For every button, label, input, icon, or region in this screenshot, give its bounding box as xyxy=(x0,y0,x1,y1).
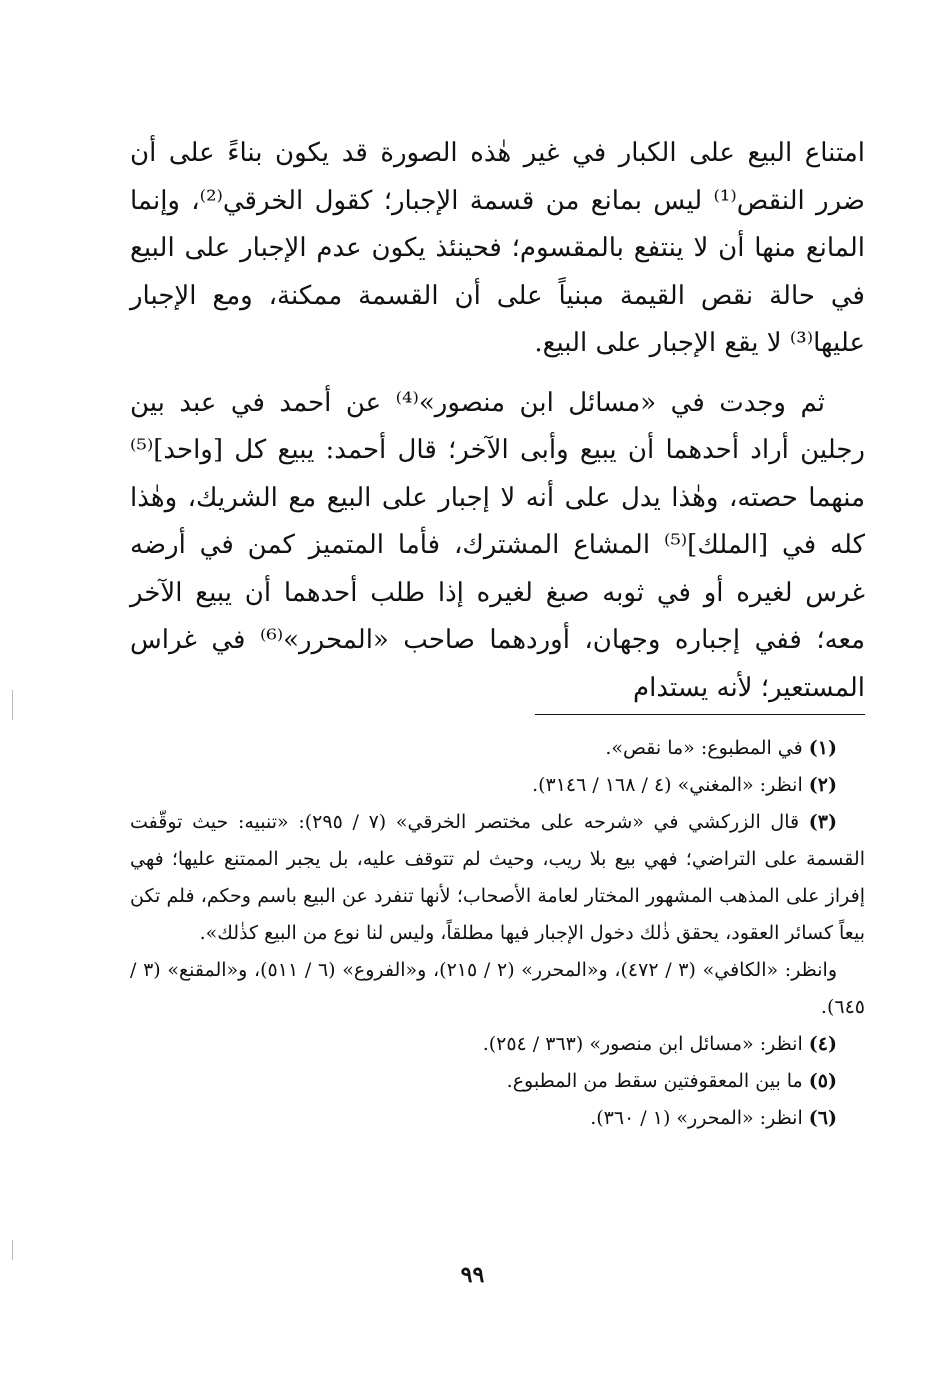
footnote-text: وانظر: «الكافي» (٣ / ٤٧٢)، و«المحرر» (٢ / ٢١٥)، و«الفروع» (٦ / ٥١١)، و«المقنع» (٣ / ٦٤٥). xyxy=(130,959,865,1018)
footnote-6 xyxy=(130,1100,865,1137)
footnote-divider xyxy=(535,714,865,715)
main-text-block xyxy=(130,130,865,712)
main-paragraph-2: ثم وجدت في «مسائل ابن منصور»⁽⁴⁾ عن أحمد في عبد بين رجلين أراد أحدهما أن يبيع وأبى الآخر؛ قال أحمد: يبيع كل [واحد]⁽⁵⁾ منهما حصته، وهٰذا يدل على أنه لا إجبار على البيع مع الشريك، وهٰذا كله في [الملك]⁽⁵⁾ المشاع المشترك، فأما المتميز كمن في أرضه غرس لغيره أو في ثوبه صبغ لغيره إذا طلب أحدهما أن يبيع الآخر معه؛ ففي إجباره وجهان، أوردهما صاحب «المحرر»⁽⁶⁾ في غراس المستعير؛ لأنه يستدام xyxy=(130,387,865,703)
footnote-text: انظر: «المغني» (٤ / ١٦٨ / ٣١٤٦). xyxy=(532,774,803,796)
footnote-text: قال الزركشي في «شرحه على مختصر الخرقي» (٧ / ٢٩٥): «تنبيه: حيث توقّفت القسمة على التراضي؛ فهي بيع بلا ريب، وحيث لم تتوقف عليه، بل يجبر الممتنع عليها؛ فهي إفراز على المذهب المشهور المختار لعامة الأصحاب؛ لأنها تنفرد عن البيع باسم وحكم، فلم تكن بيعاً كسائر العقود، يحقق ذٰلك دخول الإجبار فيها مطلقاً، وليس لنا نوع من البيع كذٰلك». xyxy=(130,811,865,944)
footnote-number: (٤) xyxy=(808,1033,837,1055)
footnote-text: ما بين المعقوفتين سقط من المطبوع. xyxy=(506,1070,803,1092)
scan-edge-mark xyxy=(12,690,13,720)
footnotes-block xyxy=(130,730,865,1137)
footnote-number: (٢) xyxy=(808,774,837,796)
footnote-text: انظر: «مسائل ابن منصور» (٣٦٣ / ٢٥٤). xyxy=(482,1033,803,1055)
footnote-5 xyxy=(130,1063,865,1100)
page-number: ٩٩ xyxy=(460,1262,485,1288)
main-paragraph-1: امتناع البيع على الكبار في غير هٰذه الصورة قد يكون بناءً على أن ضرر النقص⁽¹⁾ ليس بمانع من قسمة الإجبار؛ كقول الخرقي⁽²⁾، وإنما المانع منها أن لا ينتفع بالمقسوم؛ فحينئذ يكون عدم الإجبار على البيع في حالة نقص القيمة مبنياً على أن القسمة ممكنة، ومع الإجبار عليها⁽³⁾ لا يقع الإجبار على البيع. xyxy=(130,138,865,358)
footnote-text: انظر: «المحرر» (١ / ٣٦٠). xyxy=(590,1107,803,1129)
footnote-4 xyxy=(130,1026,865,1063)
footnote-3-continued xyxy=(130,952,865,1026)
footnote-2 xyxy=(130,767,865,804)
footnote-number: (٣) xyxy=(808,811,837,833)
footnote-number: (٥) xyxy=(808,1070,837,1092)
footnote-number: (٦) xyxy=(808,1107,837,1129)
footnote-3 xyxy=(130,804,865,952)
footnote-1 xyxy=(130,730,865,767)
footnote-text: في المطبوع: «ما نقص». xyxy=(605,737,803,759)
scan-edge-mark xyxy=(12,1240,13,1260)
footnote-number: (١) xyxy=(808,737,837,759)
